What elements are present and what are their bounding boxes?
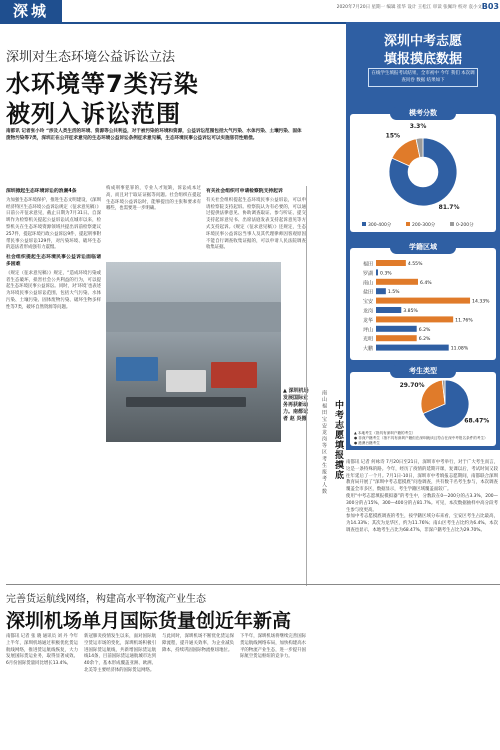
article1-subhead-3: 有关社会组织可申请检察院支持起诉 [206, 189, 283, 194]
bar [376, 269, 378, 275]
airport-cargo-photo [106, 262, 281, 442]
pie-data-label: 15% [385, 132, 401, 140]
bar-category-label: 罗湖 [362, 270, 373, 277]
panel-title-line2: 填报摸底数据 [383, 52, 462, 67]
region-card [350, 243, 496, 360]
right-article-paragraph: 参加中考志愿摸底调查的考生，按学籍区域分布来看，宝安区考生占比最高，为14.33%；其次为龙华区，约为11.76%；南山区考生占比约为6.4%。本次调查也显示，本地考生占比为68.47%，非深户籍考生占比为29.70%。 [346, 514, 498, 533]
right-article-paragraph: 使用“中考志愿填报模拟器”的考生中，分数段在0—200分的占3.3%，200—300分的占15%，300—400分的占81.7%。可见，本次数据抽样中高分段考生参与度更高。 [346, 493, 498, 513]
bar [376, 307, 401, 313]
article2-kicker: 完善货运航线网络，构建高水平物流产业生态 [6, 594, 206, 605]
article2-headline: 深圳机场单月国际货量创近年新高 [6, 610, 292, 632]
photo-caption: ▲ 深圳机场发展国际业务再获新动力。南都记者 赵 炎摄 [283, 388, 309, 422]
score-card [350, 109, 496, 232]
bar [376, 326, 417, 332]
article1-column-2 [106, 186, 201, 258]
vertical-credit: 南 山 福 田 宝 安 龙 岗 等 区 考 生 报 考 人 数 [321, 390, 327, 494]
infographic-panel [346, 22, 500, 450]
type-note: ● 港澳台籍考生 [354, 441, 380, 445]
bar [376, 288, 386, 294]
pie-data-label: 3.3% [409, 123, 427, 131]
section-divider [6, 584, 500, 585]
header-byline: 2020年7月20日 星期一 编辑 崔华 设计 王松江 审读 张佩玲 校对 袁小文 [336, 5, 482, 10]
article1-subhead-1: 深圳掀起生态环境诉讼的浪潮4条 [6, 189, 77, 194]
legend-label: 200-300分 [412, 223, 436, 228]
bar-data-label: 6.2% [418, 337, 431, 343]
panel-title-line1: 深圳中考志愿 [383, 34, 462, 49]
article2-column-3: 与此同时，深圳机场不断优化货运保障流程，提升通关效率，为企业减负降本，持续巩固国际物流枢纽地位。 [162, 634, 234, 653]
type-note: ● 非深户籍考生（指不具有深圳户籍但在深圳就读且符合在深中考报名条件的考生） [354, 436, 488, 440]
bar-data-label: 6.2% [418, 327, 431, 333]
bar [376, 298, 470, 304]
bar [376, 335, 417, 341]
article2-column-1: 南都讯 记者 张 晓 通讯员 刘 丹 今年上半年，深圳机场通过积极优化货运航线网络，推进货运航线恢复，大力发展国际货运业务，取得显著成效。6月份国际货量同比增长13.4%。 [6, 634, 78, 667]
page-number: B03 [481, 2, 499, 11]
bar [376, 260, 406, 266]
page-header [0, 0, 500, 22]
score-card-title: 模考分数 [390, 107, 456, 120]
bar-category-label: 福田 [362, 261, 373, 268]
type-note: ▲ 本地考生（指具有深圳户籍的考生） [354, 431, 416, 435]
pie-center-hole [408, 157, 439, 188]
vertical-title: 中考志愿填报摸底 [333, 400, 343, 480]
pie-data-label: 29.70% [399, 382, 425, 390]
legend-swatch [362, 222, 366, 226]
bar-data-label: 4.55% [407, 262, 423, 267]
bar [376, 345, 449, 351]
article2-column-2: 新冠肺炎疫情发生以来，面对国际航空货运市场的变化，深圳机场积极引进国际货运航线，共新增国际货运航线14条，目前国际货运通航城市达到40余个，基本形成覆盖亚洲、欧洲、北美等主要经济体的国际货运网络。 [84, 634, 156, 673]
bar-category-label: 坪山 [362, 327, 373, 334]
legend-label: 300-400分 [368, 223, 392, 228]
bar-data-label: 3.85% [403, 309, 418, 314]
bar-data-label: 6.4% [420, 280, 432, 286]
article1-paragraph: 为加强生态环境保护，推进生态文明建设，《深圳经济特区生态环境公益诉讼规定（征求意见稿）》日前公开征求意见，截止日期为7月31日。自深圳作为检察机关提起公益诉讼试点城市以来，检察机关在生态环境资源领域共提出诉前检察建议257件，提起环境行政公益诉讼9件，提起刑事附带民事公益诉讼129件，对污染环境、破坏生态的违法者形成强有力震慑。 [6, 197, 101, 251]
right-article [346, 460, 498, 535]
right-article-paragraph: 南都讯 记者 何咏诗 7月20日至21日，深圳市中考举行，对于广大考生而言，这是一条特殊的路。今年，经历了疫情的延期开课，复课以后，考试时间又较往年延后了一个月。7月1日-10日，深圳市中考填报志愿期间，南都联合深圳教育局开展了“深圳中考志愿摸底”问卷调查，共有数千名考生参与，本次调查覆盖全市多区，数据显示，考生学籍区域覆盖面较广。 [346, 460, 498, 493]
pie-data-label: 81.7% [438, 203, 460, 211]
bar-data-label: 0.3% [379, 271, 392, 277]
bar-category-label: 大鹏 [362, 346, 373, 353]
article1-paragraph: 构成刑事犯罪的，专业人才短缺，诉讼成本过高，而且对于取证证据等问题。社会组织在提起生态环境公益诉讼时，能够提出的主张和要求有哪些，也需要进一步明确。 [106, 186, 201, 212]
region-card-title: 学籍区域 [390, 241, 456, 254]
legend-swatch [450, 222, 454, 226]
panel-subtitle: 在线学生填报考试结果，全市初中 今年 我们 本次调查问卷 数据 结果如下 [368, 68, 478, 87]
pie-data-label: 68.47% [464, 417, 490, 425]
section-tag: 深城 [0, 0, 62, 22]
bar-data-label: 1.5% [387, 290, 400, 296]
column-divider [306, 186, 307, 586]
bar-category-label: 盐田 [362, 289, 373, 296]
bar-data-label: 14.33% [472, 299, 490, 305]
bar-category-label: 龙岗 [362, 308, 373, 315]
legend-swatch [406, 222, 410, 226]
bar-category-label: 南山 [362, 280, 373, 287]
legend-label: 0-200分 [456, 223, 474, 228]
type-card-title: 考生类型 [390, 365, 456, 378]
article1-lead: 南都讯 记者张小玲 “涉及人类生活的环境、资源等公共利益，对于被污染的环境和资源，公益诉讼范围包括大气污染、水体污染、土壤污染、固体废物污染等7类，深圳正在公开征求意见的生态环境公益诉讼条例征求意见稿，生态环境民事公益诉讼可以实施惩罚性赔偿。 [6, 129, 302, 141]
bar-category-label: 龙华 [362, 317, 373, 324]
bar-category-label: 光明 [362, 336, 373, 343]
bar [376, 316, 453, 322]
type-pie-chart [350, 372, 496, 446]
region-bar-chart [350, 248, 496, 360]
article1-kicker: 深圳对生态环境公益诉讼立法 [6, 50, 176, 65]
article2-column-4: 下半年，深圳机场将继续完善国际货运航线网络布局，加快构建高水平的物流产业生态，进一步提升国际航空货运枢纽的竞争力。 [240, 634, 306, 660]
article1-column-1 [6, 186, 101, 446]
type-card [350, 367, 496, 446]
article1-headline-line2: 被列入诉讼范围 [6, 100, 181, 128]
bar-data-label: 11.08% [450, 346, 469, 352]
bar-category-label: 宝安 [362, 299, 373, 306]
article1-paragraph: 有关社会组织提起生态环境民事公益诉讼，可以申请检察院支持起诉。检察院认为有必要的，可以通过提供法律意见、协助调查取证、参与听证、提交支持起诉意见书、出席法庭发表支持起诉意见等方式支持起诉。《规定（征求意见稿）》还规定，生态环境民事公益诉讼当事人及其代理律师因客观原因不能自行调查收集证据的，可以申请人民法院调查收集证据。 [206, 197, 306, 251]
bar [376, 279, 418, 285]
article1-paragraph: 《规定（征求意见稿）》规定，“造成环境污染或者生态破坏，损害社会公共利益的行为，可以提起生态环境民事公益诉讼。同时，对‘环境’也表述为环境民事公益诉讼范围，包括大气污染、水体污染、土壤污染、固体废物污染、破坏生物多样性等7类，破坏自然资源等问题。 [6, 270, 101, 310]
bar-data-label: 11.76% [455, 318, 473, 324]
article1-subhead-2: 社会组织提起生态环境民事公益诉讼面临诸多困难 [6, 255, 101, 267]
score-pie-chart [350, 114, 496, 232]
article1-headline-line1: 水环境等7类污染 [6, 70, 199, 98]
